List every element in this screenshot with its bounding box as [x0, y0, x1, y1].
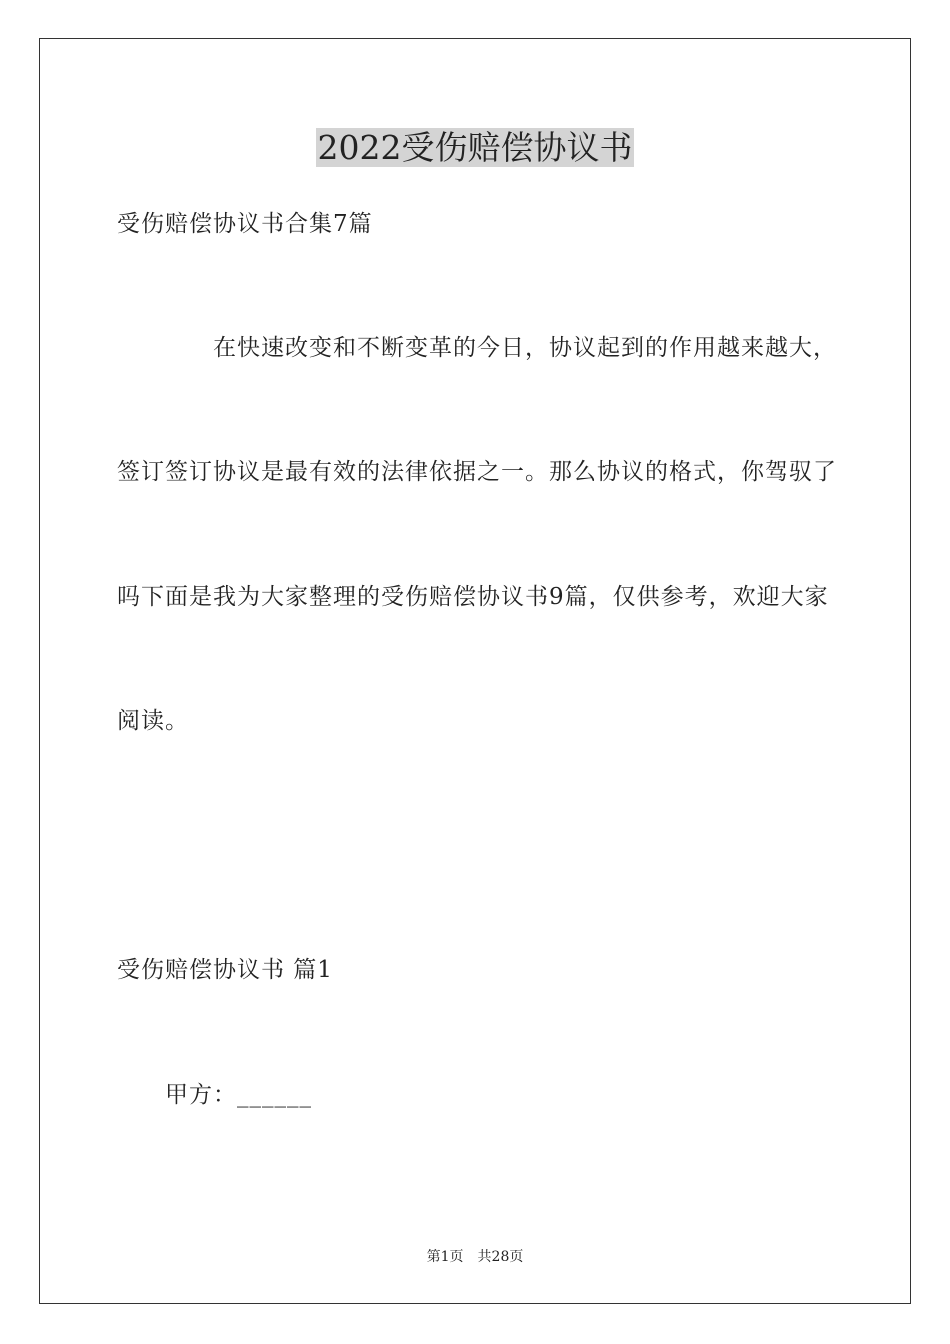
- page-number-current: 第1页: [426, 1249, 464, 1265]
- party-a-line: 甲方：______: [165, 1082, 312, 1108]
- section-heading: 受伤赔偿协议书 篇1: [117, 957, 333, 983]
- document-subtitle: 受伤赔偿协议书合集7篇: [117, 211, 373, 237]
- document-title: [0, 126, 950, 170]
- paragraph-line-1: 在快速改变和不断变革的今日，协议起到的作用越来越大，: [213, 335, 837, 361]
- paragraph-line-2: 签订签订协议是最有效的法律依据之一。那么协议的格式，你驾驭了: [117, 459, 837, 485]
- paragraph-line-4: 阅读。: [117, 708, 189, 734]
- document-title-text: 2022受伤赔偿协议书: [317, 128, 633, 167]
- page-number-total: 共28页: [477, 1249, 524, 1265]
- page-footer: [0, 1248, 950, 1266]
- paragraph-line-3: 吗下面是我为大家整理的受伤赔偿协议书9篇，仅供参考，欢迎大家: [117, 584, 829, 610]
